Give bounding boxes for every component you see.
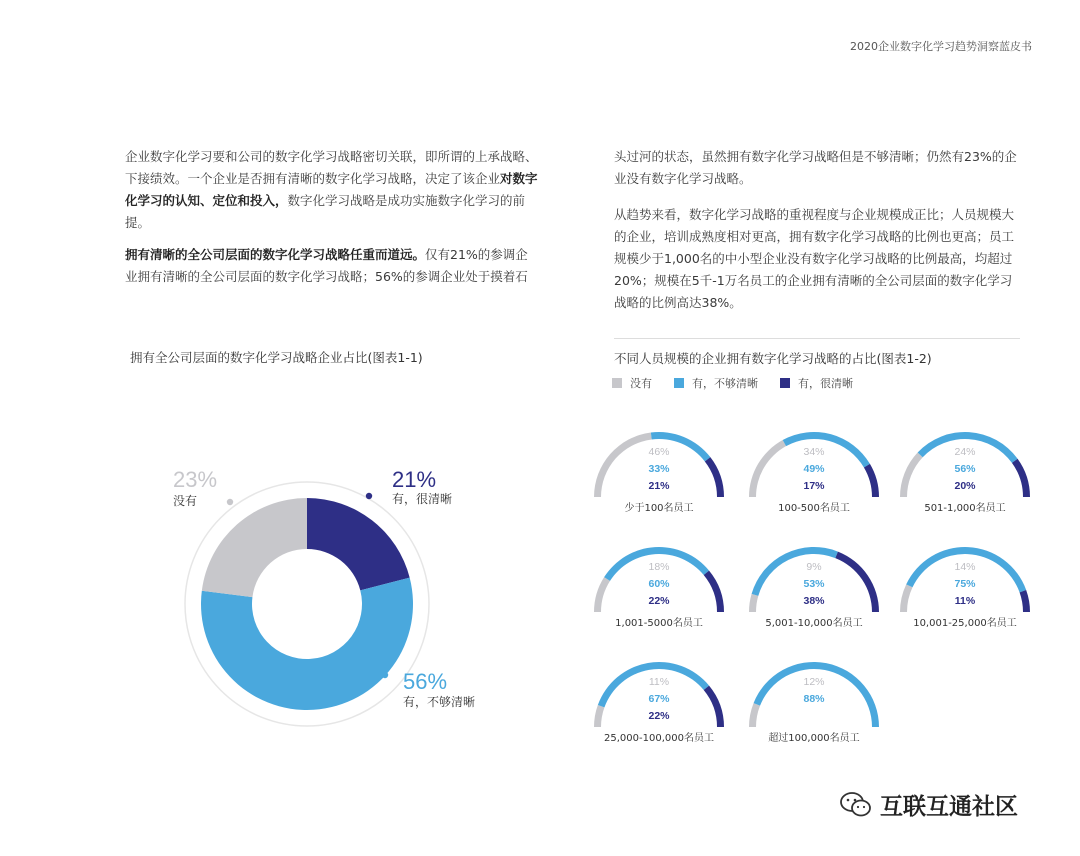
gauge-arc-clear: [704, 571, 724, 612]
gauge-arc-clear: [864, 464, 879, 497]
donut-category-label-0: 有，很清晰: [392, 492, 453, 506]
gauge-1: [749, 432, 879, 514]
gauge-value-none: 12%: [803, 676, 825, 688]
watermark-text: 互联互通社区: [880, 794, 1018, 820]
p1-bold: 对数字化学习的认知、定位和投入，: [125, 171, 538, 208]
gauge-0: [594, 432, 724, 514]
gauge-value-unclear: 75%: [954, 578, 976, 590]
gauge-arc-clear: [1020, 590, 1030, 612]
donut-pct-label-2: 23%: [173, 467, 218, 492]
donut-pct-label-1: 56%: [403, 669, 448, 694]
gauge-arc-clear: [835, 552, 879, 612]
gauge-value-none: 14%: [954, 561, 976, 573]
gauge-arc-none: [900, 453, 923, 497]
gauge-value-unclear: 56%: [954, 463, 976, 475]
gauge-value-clear: 38%: [803, 595, 825, 607]
gauge-value-none: 11%: [648, 676, 670, 688]
wechat-icon: [840, 791, 872, 819]
gauge-category-label: 超过100,000名员工: [768, 733, 860, 744]
gauge-arc-none: [749, 594, 758, 612]
gauge-value-none: 9%: [806, 561, 822, 573]
paragraph-continued: 头过河的状态，虽然拥有数字化学习战略但是不够清晰；仍然有23%的企业没有数字化学习战略。: [614, 149, 1017, 186]
gauge-5: [900, 547, 1030, 629]
p2-text: 仅有21%的参调企业拥有清晰的全公司层面的数字化学习战略；56%的参调企业处于摸着石: [125, 247, 528, 284]
gauge-category-label: 100-500名员工: [778, 503, 850, 514]
gauge-chart-title: 不同人员规模的企业拥有数字化学习战略的占比(图表1-2): [614, 351, 932, 366]
gauge-value-none: 34%: [803, 446, 825, 458]
p2-bold: 拥有清晰的全公司层面的数字化学习战略任重而道远。: [125, 247, 426, 262]
legend-label-clear: 有，很清晰: [798, 377, 853, 390]
gauge-arc-none: [594, 433, 652, 497]
donut-category-label-2: 没有: [173, 494, 198, 508]
donut-chart-title: 拥有全公司层面的数字化学习战略企业占比(图表1-1): [130, 350, 423, 365]
gauge-arc-unclear: [783, 432, 870, 467]
gauge-6: [594, 662, 724, 744]
gauge-value-unclear: 67%: [648, 693, 670, 705]
donut-pct-label-0: 21%: [392, 467, 437, 492]
gauge-value-unclear: 49%: [803, 463, 825, 475]
gauge-value-clear: 21%: [648, 480, 670, 492]
gauge-arc-clear: [704, 686, 724, 727]
gauge-arc-none: [594, 705, 604, 727]
gauge-3: [594, 547, 724, 629]
donut-category-label-1: 有，不够清晰: [403, 695, 476, 709]
gauge-value-unclear: 53%: [803, 578, 825, 590]
gauge-category-label: 少于100名员工: [624, 503, 694, 514]
legend-label-none: 没有: [630, 377, 652, 390]
gauge-value-clear: 20%: [954, 480, 976, 492]
gauge-value-none: 24%: [954, 446, 976, 458]
gauge-value-unclear: 88%: [803, 693, 825, 705]
report-title: 2020企业数字化学习趋势洞察蓝皮书: [850, 40, 1032, 53]
gauge-arc-clear: [1012, 459, 1030, 497]
p1-text: 企业数字化学习要和公司的数字化学习战略密切关联，即所谓的上承战略、下接绩效。一个企业是否拥有清晰的数字化学习战略，决定了该企业: [125, 149, 538, 186]
gauge-value-clear: 11%: [954, 595, 976, 607]
gauge-category-label: 1,001-5000名员工: [615, 618, 703, 629]
gauge-value-clear: 17%: [803, 480, 825, 492]
gauge-value-none: 18%: [648, 561, 670, 573]
gauge-value-unclear: 60%: [648, 578, 670, 590]
legend-label-unclear: 有，不够清晰: [692, 377, 758, 390]
gauge-value-clear: 22%: [648, 595, 670, 607]
gauge-arc-none: [594, 577, 610, 612]
gauge-category-label: 10,001-25,000名员工: [913, 618, 1017, 629]
gauge-value-unclear: 33%: [648, 463, 670, 475]
paragraph-trend: 从趋势来看，数字化学习战略的重视程度与企业规模成正比；人员规模大的企业，培训成熟度相对更高，拥有数字化学习战略的比例也更高；员工规模少于1,000名的中小型企业没有数字化学习战略的比例最高，均超过20%；规模在5千-1万名员工的企业拥有清晰的全公司层面的数字化学习战略的比例高达38%。: [614, 207, 1015, 310]
gauge-arc-clear: [705, 457, 724, 497]
gauge-value-none: 46%: [648, 446, 670, 458]
gauge-value-clear: 22%: [648, 710, 670, 722]
gauge-category-label: 25,000-100,000名员工: [604, 733, 714, 744]
gauge-arc-none: [749, 703, 760, 727]
gauge-category-label: 501-1,000名员工: [924, 503, 1006, 514]
watermark: [840, 788, 1018, 821]
gauge-arc-unclear: [752, 547, 838, 596]
gauge-arc-none: [900, 584, 913, 612]
gauge-7: [749, 662, 879, 744]
gauge-category-label: 5,001-10,000名员工: [765, 618, 863, 629]
p1-text-end: 数字化学习战略是成功实施数字化学习的前提。: [125, 193, 526, 230]
gauge-arc-none: [749, 440, 786, 497]
gauge-2: [900, 432, 1030, 514]
gauge-4: [749, 547, 879, 629]
